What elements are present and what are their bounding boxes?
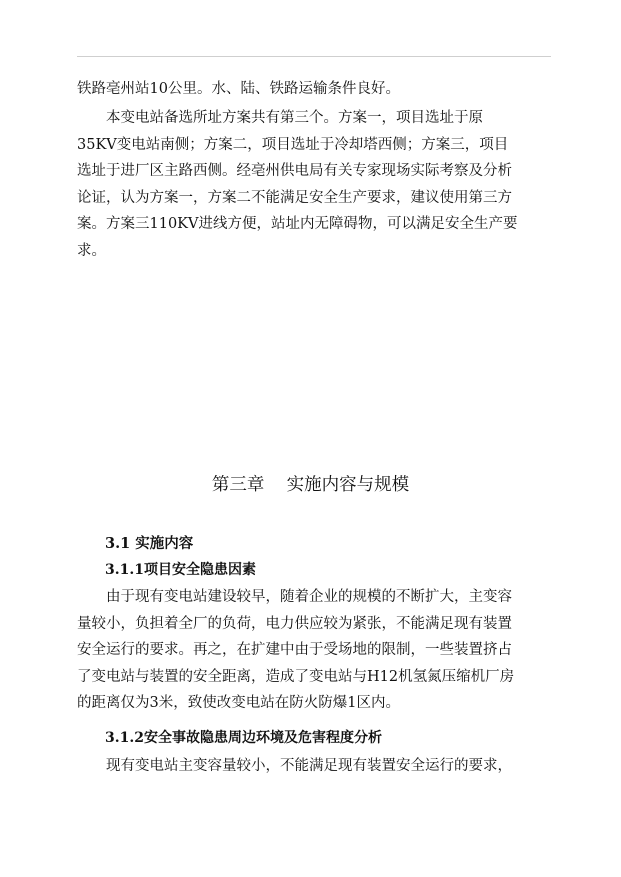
- text-line: 铁路亳州站10公里。水、陆、铁路运输条件良好。: [77, 81, 400, 97]
- text-line: 求。: [77, 242, 106, 259]
- text-line: 选址于进厂区主路西侧。经亳州供电局有关专家现场实际考察及分析: [77, 163, 512, 179]
- text-line: 的距离仅为3米，致使改变电站在防火防爆1区内。: [77, 695, 400, 711]
- chapter-title: 第三章 实施内容与规模: [211, 475, 410, 495]
- text-line: 安全运行的要求。再之，在扩建中由于受场地的限制，一些装置挤占: [77, 642, 512, 658]
- hazard-factors-paragraph: [77, 584, 551, 717]
- text-line: 论证，认为方案一，方案二不能满足安全生产要求，建议使用第三方: [77, 189, 512, 206]
- text-line: 现有变电站主变容量较小，不能满足现有装置安全运行的要求，: [106, 758, 512, 774]
- text-line: 本变电站备选所址方案共有第三个。方案一，项目选址于原: [106, 110, 483, 126]
- text-line: 由于现有变电站建设较早，随着企业的规模的不断扩大，主变容: [106, 589, 512, 605]
- site-selection-paragraph: [77, 105, 551, 264]
- intro-paragraph: [77, 76, 551, 103]
- text-line: 了变电站与装置的安全距离，造成了变电站与H12机氢氮压缩机厂房: [77, 668, 515, 685]
- hazard-analysis-paragraph: [77, 753, 551, 780]
- text-line: 35KV变电站南侧；方案二，项目选址于冷却塔西侧；方案三，项目: [77, 136, 509, 153]
- header-rule: [77, 56, 551, 57]
- text-line: 案。方案三110KV进线方便，站址内无障碍物，可以满足安全生产要: [77, 216, 518, 232]
- subsection-title-3-1-2: 3.1.2安全事故隐患周边环境及危害程度分析: [105, 730, 382, 746]
- section-title: 3.1 实施内容: [105, 535, 194, 552]
- text-line: 量较小，负担着全厂的负荷，电力供应较为紧张，不能满足现有装置: [77, 615, 512, 632]
- subsection-title-3-1-1: 3.1.1项目安全隐患因素: [105, 562, 256, 578]
